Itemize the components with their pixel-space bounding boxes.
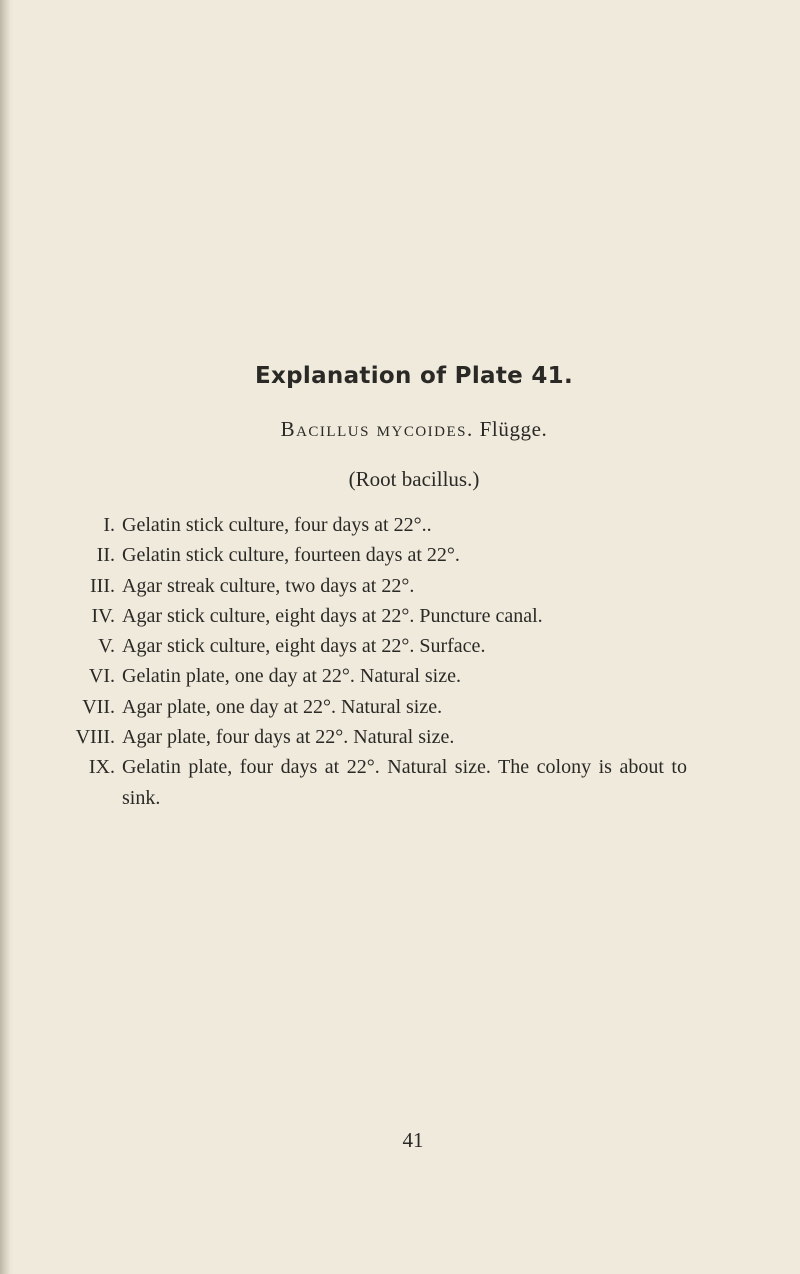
figure-description: Agar plate, four days at 22°. Natural size.: [122, 726, 455, 749]
figure-description: Gelatin plate, four days at 22°. Natural size. The colony is about to sink.: [122, 756, 687, 809]
figure-description: Gelatin stick culture, fourteen days at 22°.: [122, 544, 460, 567]
list-item: [0, 601, 800, 631]
list-item: [0, 631, 800, 661]
species-line: [0, 417, 800, 442]
figure-description: Agar plate, one day at 22°. Natural size.: [122, 695, 443, 718]
list-item: [0, 661, 800, 691]
figure-numeral: IX.: [88, 756, 115, 779]
page-number: 41: [402, 1128, 424, 1152]
figure-numeral: II.: [96, 544, 115, 567]
figure-description: Agar streak culture, two days at 22°.: [122, 574, 415, 597]
list-item: [0, 692, 800, 722]
figure-numeral: VII.: [82, 695, 115, 718]
figure-list: [0, 510, 800, 813]
list-item: [0, 510, 800, 540]
figure-description: Gelatin stick culture, four days at 22°..: [122, 514, 432, 536]
figure-description: Agar stick culture, eight days at 22°. Surface.: [122, 635, 486, 658]
figure-numeral: IV.: [91, 604, 115, 627]
figure-numeral: VIII.: [75, 726, 115, 749]
figure-numeral: I.: [103, 514, 115, 536]
species-author: Flügge.: [479, 417, 548, 441]
figure-numeral: V.: [98, 635, 115, 658]
list-item: [0, 540, 800, 570]
species-name: Bacillus mycoides.: [280, 417, 474, 441]
list-item: [0, 571, 800, 601]
plate-title: Explanation of Plate 41.: [255, 363, 573, 389]
figure-description: Agar stick culture, eight days at 22°. Puncture canal.: [122, 604, 543, 627]
common-name: (Root bacillus.): [348, 467, 480, 491]
figure-description: Gelatin plate, one day at 22°. Natural size.: [122, 665, 461, 688]
list-item: [0, 722, 800, 752]
figure-numeral: III.: [90, 574, 115, 597]
figure-numeral: VI.: [88, 665, 115, 688]
list-item: [0, 752, 800, 813]
